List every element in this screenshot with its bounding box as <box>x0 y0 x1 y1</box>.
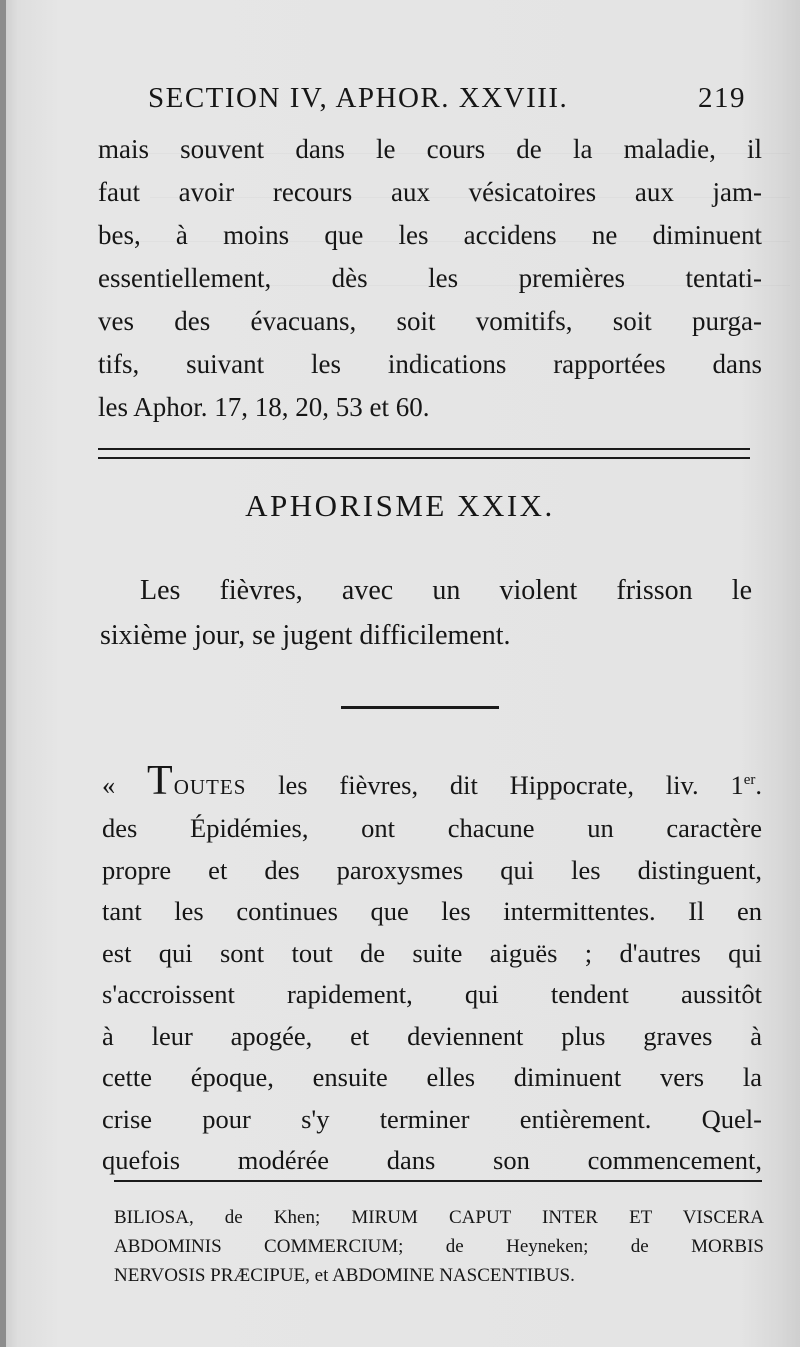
text-line: est qui sont tout de suite aiguës ; d'autres qui <box>102 937 762 968</box>
aphorism-title: APHORISME XXIX. <box>245 488 555 523</box>
text-line: essentiellement, dès les premières tentati- <box>98 263 762 293</box>
section-divider <box>98 448 750 459</box>
text-line: Les fièvres, avec un violent frisson le <box>140 575 752 606</box>
short-divider <box>341 706 499 709</box>
text-line: tant les continues que les intermittentes. Il en <box>102 896 762 927</box>
quote-mark: « <box>102 769 116 800</box>
text-line: bes, à moins que les accidens ne diminuent <box>98 220 762 250</box>
page-gutter-shadow <box>0 0 6 1347</box>
text-line: crise pour s'y terminer entièrement. Quel- <box>102 1103 762 1134</box>
footnote-line: ABDOMINIS COMMERCIUM; de Heyneken; de MORBIS <box>114 1236 764 1257</box>
commentary <box>102 757 762 1182</box>
page-number: 219 <box>698 82 746 114</box>
text-line: quefois modérée dans son commencement, <box>102 1145 762 1176</box>
text-line: tifs, suivant les indications rapportées dans <box>98 349 762 379</box>
text-line: mais souvent dans le cours de la maladie, il <box>98 134 762 164</box>
running-head <box>148 82 746 115</box>
footnote-line: BILIOSA, de Khen; MIRUM CAPUT INTER ET VISCERA <box>114 1207 764 1228</box>
footnote-line: NERVOSIS PRÆCIPUE, et ABDOMINE NASCENTIBUS. <box>114 1265 575 1286</box>
footnote <box>114 1203 764 1290</box>
text-line: des Épidémies, ont chacune un caractère <box>102 813 762 844</box>
text-line: s'accroissent rapidement, qui tendent aussitôt <box>102 979 762 1010</box>
text-line: ves des évacuans, soit vomitifs, soit purga- <box>98 306 762 336</box>
footnote-divider <box>114 1180 762 1182</box>
small-caps-word: OUTES <box>173 774 247 799</box>
top-paragraph <box>98 128 762 429</box>
aphorism-text <box>100 568 752 658</box>
superscript: er <box>743 772 756 788</box>
text-line: sixième jour, se jugent difficilement. <box>100 620 511 651</box>
first-line-text: les fièvres, dit Hippocrate, liv. 1 <box>246 769 744 800</box>
commentary-first-line <box>102 757 762 808</box>
first-line-end: . <box>755 769 762 800</box>
text-line: les Aphor. 17, 18, 20, 53 et 60. <box>98 392 430 422</box>
running-head-title: SECTION IV, APHOR. XXVIII. <box>148 82 569 114</box>
text-line: à leur apogée, et deviennent plus graves à <box>102 1020 762 1051</box>
text-line: faut avoir recours aux vésicatoires aux jam- <box>98 177 762 207</box>
text-line: propre et des paroxysmes qui les distinguent, <box>102 854 762 885</box>
drop-cap: T <box>147 757 174 804</box>
text-line: cette époque, ensuite elles diminuent vers la <box>102 1062 762 1093</box>
